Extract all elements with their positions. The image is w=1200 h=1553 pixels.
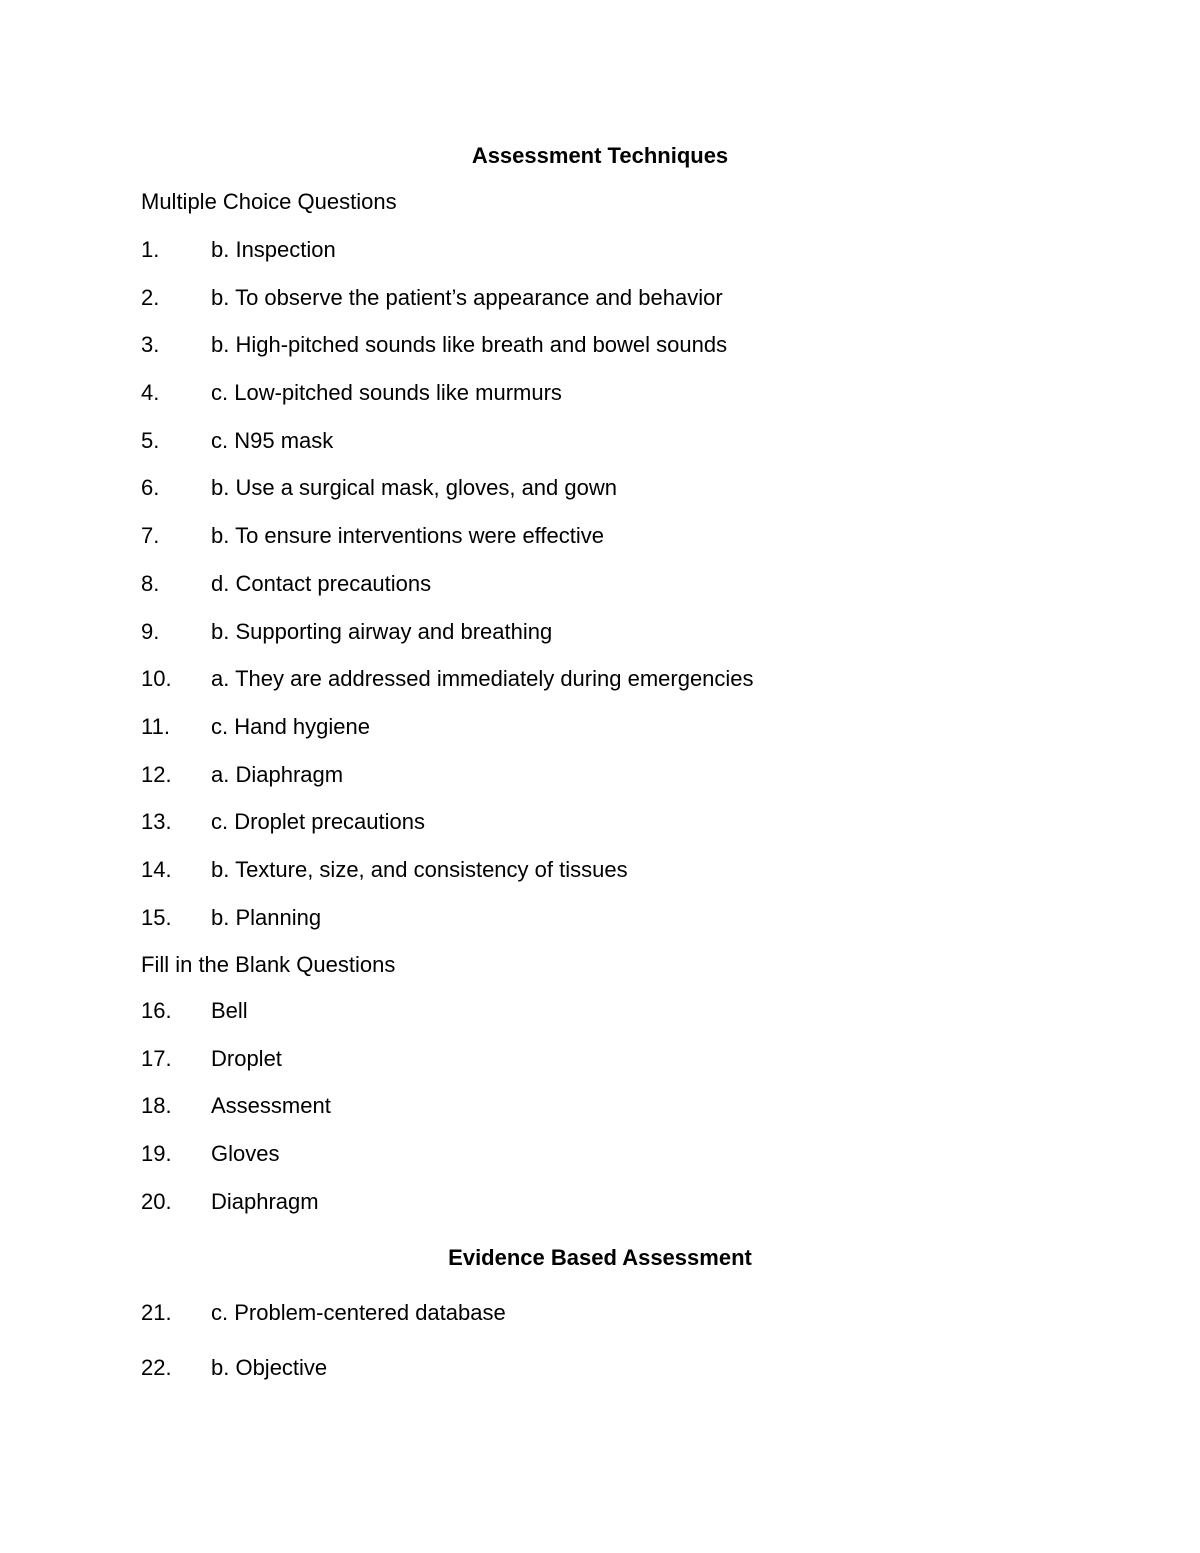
item-answer: b. Texture, size, and consistency of tissues <box>211 856 628 882</box>
section-title: Evidence Based Assessment <box>448 1245 752 1270</box>
multiple-choice-heading: Multiple Choice Questions <box>141 189 397 214</box>
list-item <box>141 332 754 380</box>
list-item <box>141 285 754 333</box>
page-title: Assessment Techniques <box>471 143 729 168</box>
list-item <box>141 1189 331 1237</box>
item-number: 10. <box>141 666 172 692</box>
fill-in-blank-heading: Fill in the Blank Questions <box>141 952 396 977</box>
item-answer: c. Droplet precautions <box>211 809 425 835</box>
list-item <box>141 619 754 667</box>
list-item <box>141 905 754 953</box>
list-item <box>141 762 754 810</box>
item-number: 3. <box>141 332 160 358</box>
item-number: 13. <box>141 809 172 835</box>
item-answer: Gloves <box>211 1141 280 1167</box>
list-item <box>141 1300 506 1355</box>
item-number: 8. <box>141 570 160 596</box>
list-item <box>141 428 754 476</box>
item-number: 17. <box>141 1045 172 1071</box>
item-answer: Droplet <box>211 1045 282 1071</box>
item-number: 18. <box>141 1093 172 1119</box>
item-number: 12. <box>141 761 172 787</box>
item-answer: Assessment <box>211 1093 331 1119</box>
item-number: 11. <box>141 713 170 739</box>
item-answer: b. To observe the patient’s appearance and behavior <box>211 284 723 310</box>
item-answer: c. N95 mask <box>211 427 334 453</box>
item-answer: d. Contact precautions <box>211 570 432 596</box>
item-number: 9. <box>141 618 160 644</box>
item-number: 15. <box>141 904 172 930</box>
item-number: 16. <box>141 998 172 1023</box>
fill-in-blank-list <box>141 998 331 1236</box>
item-answer: b. Objective <box>211 1355 328 1380</box>
item-answer: b. High-pitched sounds like breath and bowel sounds <box>211 332 728 358</box>
list-item <box>141 523 754 571</box>
list-item <box>141 380 754 428</box>
list-item <box>141 998 331 1046</box>
multiple-choice-list <box>141 237 754 952</box>
item-number: 2. <box>141 284 160 310</box>
list-item <box>141 1355 506 1410</box>
list-item <box>141 237 754 285</box>
item-number: 4. <box>141 380 160 406</box>
item-answer: b. To ensure interventions were effective <box>211 523 604 549</box>
list-item <box>141 857 754 905</box>
item-answer: b. Use a surgical mask, gloves, and gown <box>211 475 617 501</box>
item-answer: b. Planning <box>211 904 322 930</box>
item-number: 22. <box>141 1355 172 1380</box>
item-answer: b. Inspection <box>211 237 336 262</box>
item-answer: b. Supporting airway and breathing <box>211 618 553 644</box>
item-answer: Bell <box>211 998 248 1023</box>
list-item <box>141 714 754 762</box>
item-number: 5. <box>141 427 160 453</box>
item-number: 7. <box>141 523 160 549</box>
item-number: 14. <box>141 856 172 882</box>
list-item <box>141 1046 331 1094</box>
item-number: 6. <box>141 475 160 501</box>
item-number: 19. <box>141 1141 172 1167</box>
list-item <box>141 666 754 714</box>
item-answer: c. Problem-centered database <box>211 1300 506 1325</box>
list-item <box>141 571 754 619</box>
item-number: 21. <box>141 1300 172 1325</box>
item-answer: a. Diaphragm <box>211 761 344 787</box>
list-item <box>141 1093 331 1141</box>
item-answer: a. They are addressed immediately during emergencies <box>211 666 754 692</box>
list-item <box>141 475 754 523</box>
list-item <box>141 1141 331 1189</box>
item-answer: c. Low-pitched sounds like murmurs <box>211 380 562 406</box>
list-item <box>141 809 754 857</box>
item-answer: Diaphragm <box>211 1188 319 1214</box>
evidence-based-list <box>141 1300 506 1410</box>
item-answer: c. Hand hygiene <box>211 713 370 739</box>
item-number: 1. <box>141 237 160 262</box>
item-number: 20. <box>141 1188 172 1214</box>
